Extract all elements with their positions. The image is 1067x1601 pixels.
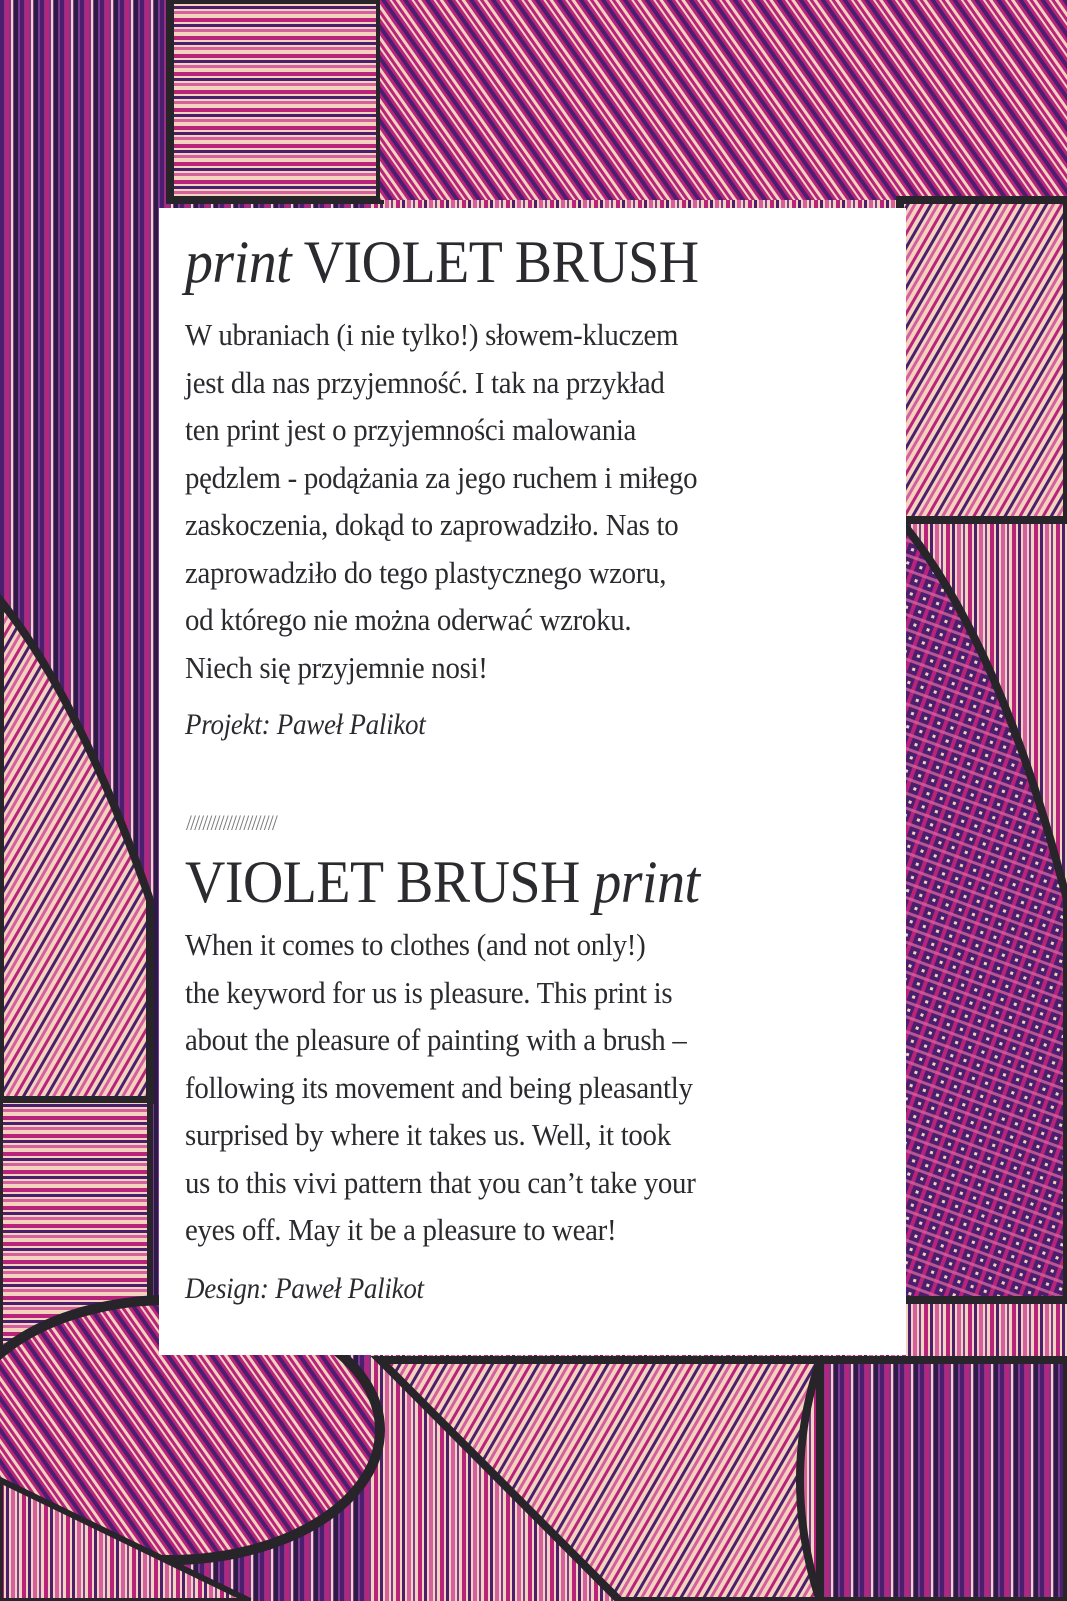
body-line: pędzlem - podążania za jego ruchem i miłego <box>185 459 698 495</box>
english-title <box>185 849 700 915</box>
english-title-italic: print <box>593 849 700 915</box>
body-line: W ubraniach (i nie tylko!) słowem-kluczem <box>185 317 679 352</box>
body-line: Niech się przyjemnie nosi! <box>185 649 488 685</box>
slash-divider: ////////////////////// <box>186 810 277 835</box>
polish-body-text <box>185 311 885 691</box>
english-title-caps: VIOLET BRUSH <box>185 849 580 915</box>
body-line: eyes off. May it be a pleasure to wear! <box>185 1212 617 1247</box>
english-credit: Design: Paweł Palikot <box>185 1272 424 1305</box>
english-body-text <box>185 921 885 1254</box>
body-line: us to this vivi pattern that you can’t take your <box>185 1164 696 1200</box>
polish-credit: Projekt: Paweł Palikot <box>185 708 426 741</box>
body-line: zaprowadziło do tego plastycznego wzoru, <box>185 554 667 590</box>
polish-title-caps: VIOLET BRUSH <box>303 229 699 295</box>
body-line: surprised by where it takes us. Well, it took <box>185 1117 671 1152</box>
body-line: about the pleasure of painting with a brush – <box>185 1022 687 1057</box>
body-line: od którego nie można oderwać wzroku. <box>185 602 632 637</box>
description-card <box>159 208 906 1355</box>
body-line: jest dla nas przyjemność. I tak na przykład <box>185 364 665 400</box>
body-line: zaskoczenia, dokąd to zaprowadziło. Nas to <box>185 507 679 542</box>
body-line: When it comes to clothes (and not only!) <box>185 927 646 962</box>
polish-title-italic: print <box>185 229 292 295</box>
body-line: ten print jest o przyjemności malowania <box>185 412 637 447</box>
polish-title <box>185 229 699 295</box>
body-line: the keyword for us is pleasure. This print is <box>185 974 673 1010</box>
body-line: following its movement and being pleasantly <box>185 1069 693 1105</box>
